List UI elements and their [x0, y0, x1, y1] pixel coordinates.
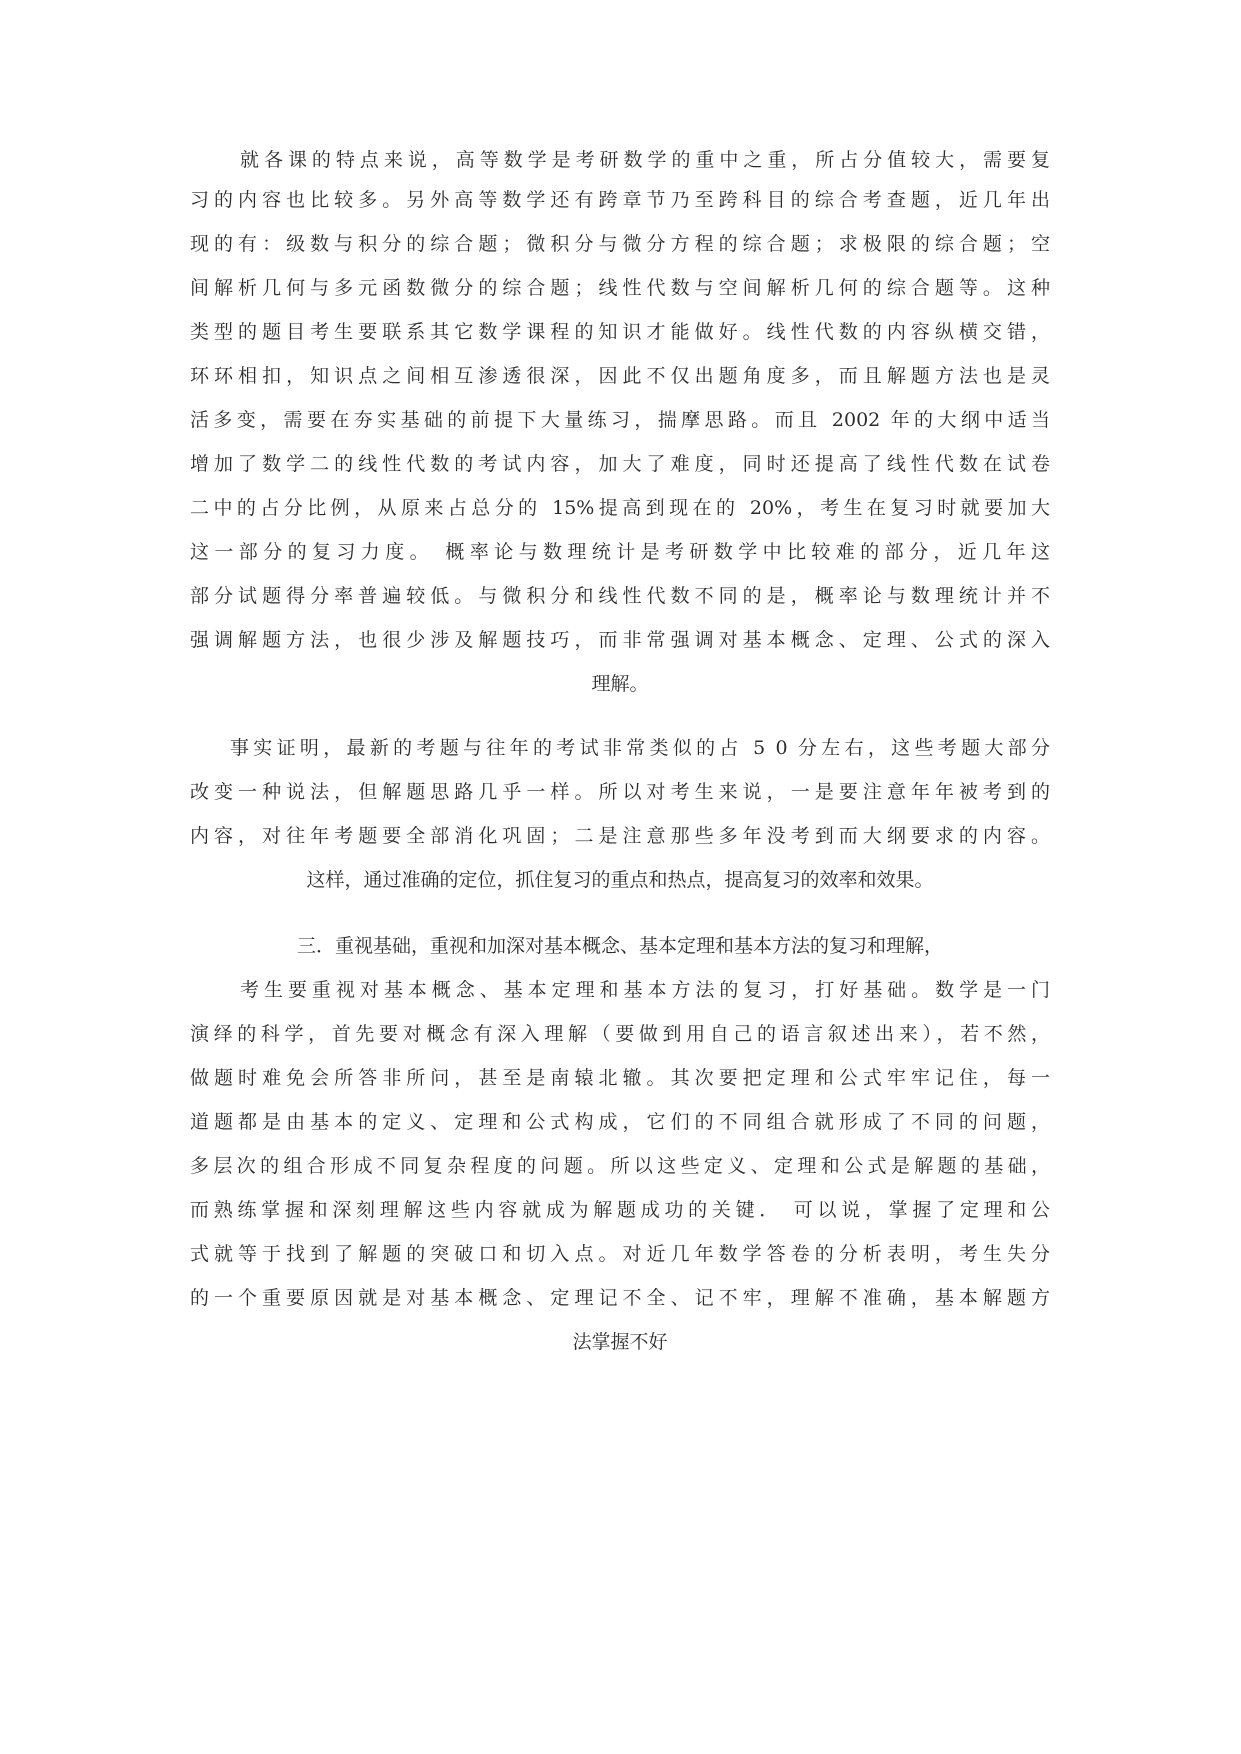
paragraph-3-line-6: 而熟练掌握和深刻理解这些内容就成为解题成功的关键． 可以说，掌握了定理和公 — [190, 1199, 1050, 1221]
paragraph-1-line-10: 这一部分的复习力度。 概率论与数理统计是考研数学中比较难的部分，近几年这 — [190, 541, 1050, 563]
paragraph-1-line-9: 二中的占分比例，从原来占总分的 15%提高到现在的 20%，考生在复习时就要加大 — [190, 497, 1050, 519]
paragraph-1-line-1: 就各课的特点来说，高等数学是考研数学的重中之重，所占分值较大，需要复 — [240, 149, 1050, 171]
paragraph-2-line-3: 内容，对往年考题要全部消化巩固；二是注意那些多年没考到而大纲要求的内容。 — [190, 825, 1050, 847]
paragraph-3-line-7: 式就等于找到了解题的突破口和切入点。对近几年数学答卷的分析表明，考生失分 — [190, 1243, 1050, 1265]
paragraph-3-line-3: 做题时难免会所答非所问，甚至是南辕北辙。其次要把定理和公式牢牢记住，每一 — [190, 1067, 1050, 1089]
paragraph-1-line-6: 环环相扣，知识点之间相互渗透很深，因此不仅出题角度多，而且解题方法也是灵 — [190, 365, 1050, 387]
paragraph-3-line-2: 演绎的科学，首先要对概念有深入理解（要做到用自己的语言叙述出来），若不然， — [190, 1023, 1050, 1045]
paragraph-3-line-5: 多层次的组合形成不同复杂程度的问题。所以这些定义、定理和公式是解题的基础， — [190, 1155, 1050, 1177]
paragraph-2-line-4: 这样，通过准确的定位，抓住复习的重点和热点，提高复习的效率和效果。 — [306, 869, 934, 891]
paragraph-1-line-5: 类型的题目考生要联系其它数学课程的知识才能做好。线性代数的内容纵横交错， — [190, 321, 1050, 343]
paragraph-3-line-1: 考生要重视对基本概念、基本定理和基本方法的复习，打好基础。数学是一门 — [240, 979, 1050, 1001]
section-heading-3: 三．重视基础，重视和加深对基本概念、基本定理和基本方法的复习和理解， — [296, 935, 943, 957]
paragraph-1-line-2: 习的内容也比较多。另外高等数学还有跨章节乃至跨科目的综合考查题，近几年出 — [190, 189, 1050, 211]
paragraph-3-line-9: 法掌握不好 — [572, 1331, 668, 1353]
paragraph-1-line-8: 增加了数学二的线性代数的考试内容，加大了难度，同时还提高了线性代数在试卷 — [190, 453, 1050, 475]
paragraph-1-line-7: 活多变，需要在夯实基础的前提下大量练习，揣摩思路。而且 2002 年的大纲中适当 — [190, 409, 1050, 431]
paragraph-2-line-2: 改变一种说法，但解题思路几乎一样。所以对考生来说，一是要注意年年被考到的 — [190, 781, 1050, 803]
paragraph-1-line-3: 现的有：级数与积分的综合题；微积分与微分方程的综合题；求极限的综合题；空 — [190, 233, 1050, 255]
paragraph-1-line-13: 理解。 — [591, 673, 649, 695]
paragraph-3-line-8: 的一个重要原因就是对基本概念、定理记不全、记不牢，理解不准确，基本解题方 — [190, 1287, 1050, 1309]
paragraph-1-line-12: 强调解题方法，也很少涉及解题技巧，而非常强调对基本概念、定理、公式的深入 — [190, 629, 1050, 651]
paragraph-3-line-4: 道题都是由基本的定义、定理和公式构成，它们的不同组合就形成了不同的问题， — [190, 1111, 1050, 1133]
paragraph-1-line-11: 部分试题得分率普遍较低。与微积分和线性代数不同的是，概率论与数理统计并不 — [190, 585, 1050, 607]
paragraph-2-line-1: 事实证明，最新的考题与往年的考试非常类似的占 5 0 分左右，这些考题大部分 — [230, 737, 1050, 759]
paragraph-1-line-4: 间解析几何与多元函数微分的综合题；线性代数与空间解析几何的综合题等。这种 — [190, 277, 1050, 299]
